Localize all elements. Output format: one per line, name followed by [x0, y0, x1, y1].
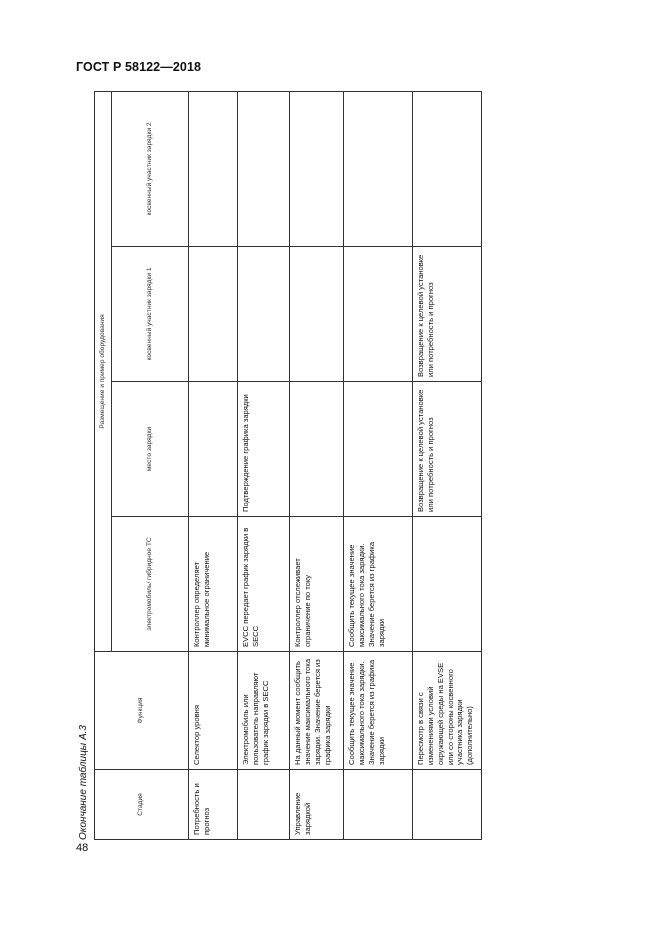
cell-ev: EVCC передает график зарядки в SECC	[238, 517, 290, 652]
data-table	[94, 91, 482, 840]
rotated-inner	[78, 92, 475, 840]
cell-function: На данный момент сообщить значение максимального тока зарядки. Значение берется из графика зарядки	[290, 652, 344, 770]
table-row	[238, 91, 290, 839]
cell-ev: Контроллер отслеживает ограничение по току	[290, 517, 344, 652]
table-row	[189, 91, 238, 839]
header-site: место зарядки	[112, 382, 189, 517]
header-stage: Стадия	[95, 770, 189, 840]
cell-stage	[413, 770, 482, 840]
cell-function: Пересмотр в связи с изменениями условий окружающей среды на EVSE или со стороны косвенного участника зарядки (дополнительно)	[413, 652, 482, 770]
cell-function: Сообщить текущее значение максимального тока зарядки. Значение берется из графика зарядки	[344, 652, 413, 770]
table-row	[344, 91, 413, 839]
cell-participant-2	[344, 91, 413, 246]
header-participant-1: косвенный участник зарядки 1	[112, 247, 189, 382]
header-function: Функция	[95, 652, 189, 770]
cell-site	[290, 382, 344, 517]
page-header: ГОСТ Р 58122—2018	[76, 60, 202, 74]
cell-function: Селектор уровня	[189, 652, 238, 770]
cell-ev: Сообщить текущее значение максимального тока зарядки. Значение берется из графика зарядки	[344, 517, 413, 652]
page-number: 48	[76, 842, 89, 854]
table-row	[290, 91, 344, 839]
cell-site	[344, 382, 413, 517]
cell-site: Возвращение к целевой установке или потребность и прогноз	[413, 382, 482, 517]
cell-participant-2	[413, 91, 482, 246]
cell-participant-1	[189, 247, 238, 382]
table-row	[413, 91, 482, 839]
header-participant-2: косвенный участник зарядки 2	[112, 91, 189, 246]
cell-participant-2	[189, 91, 238, 246]
cell-participant-1	[290, 247, 344, 382]
cell-ev: Контроллер определяет минимальное ограничение	[189, 517, 238, 652]
cell-site: Подтверждение графика зарядки	[238, 382, 290, 517]
cell-ev	[413, 517, 482, 652]
header-ev: электромобиль/ гибридное ТС	[112, 517, 189, 652]
cell-function: Электромобиль или пользователь направляют график зарядки в SECC	[238, 652, 290, 770]
cell-site	[189, 382, 238, 517]
cell-participant-1	[344, 247, 413, 382]
cell-participant-1	[238, 247, 290, 382]
cell-stage: Управление зарядкой	[290, 770, 344, 840]
rotated-content	[78, 92, 475, 840]
cell-participant-2	[238, 91, 290, 246]
cell-participant-1: Возвращение к целевой установке или потребность и прогноз	[413, 247, 482, 382]
header-row-1	[95, 91, 112, 839]
table-caption: Окончание таблицы А.3	[78, 725, 89, 840]
cell-participant-2	[290, 91, 344, 246]
cell-stage	[238, 770, 290, 840]
header-group: Размещение и пример оборудования	[95, 91, 112, 651]
cell-stage	[344, 770, 413, 840]
cell-stage: Потребность и прогноз	[189, 770, 238, 840]
